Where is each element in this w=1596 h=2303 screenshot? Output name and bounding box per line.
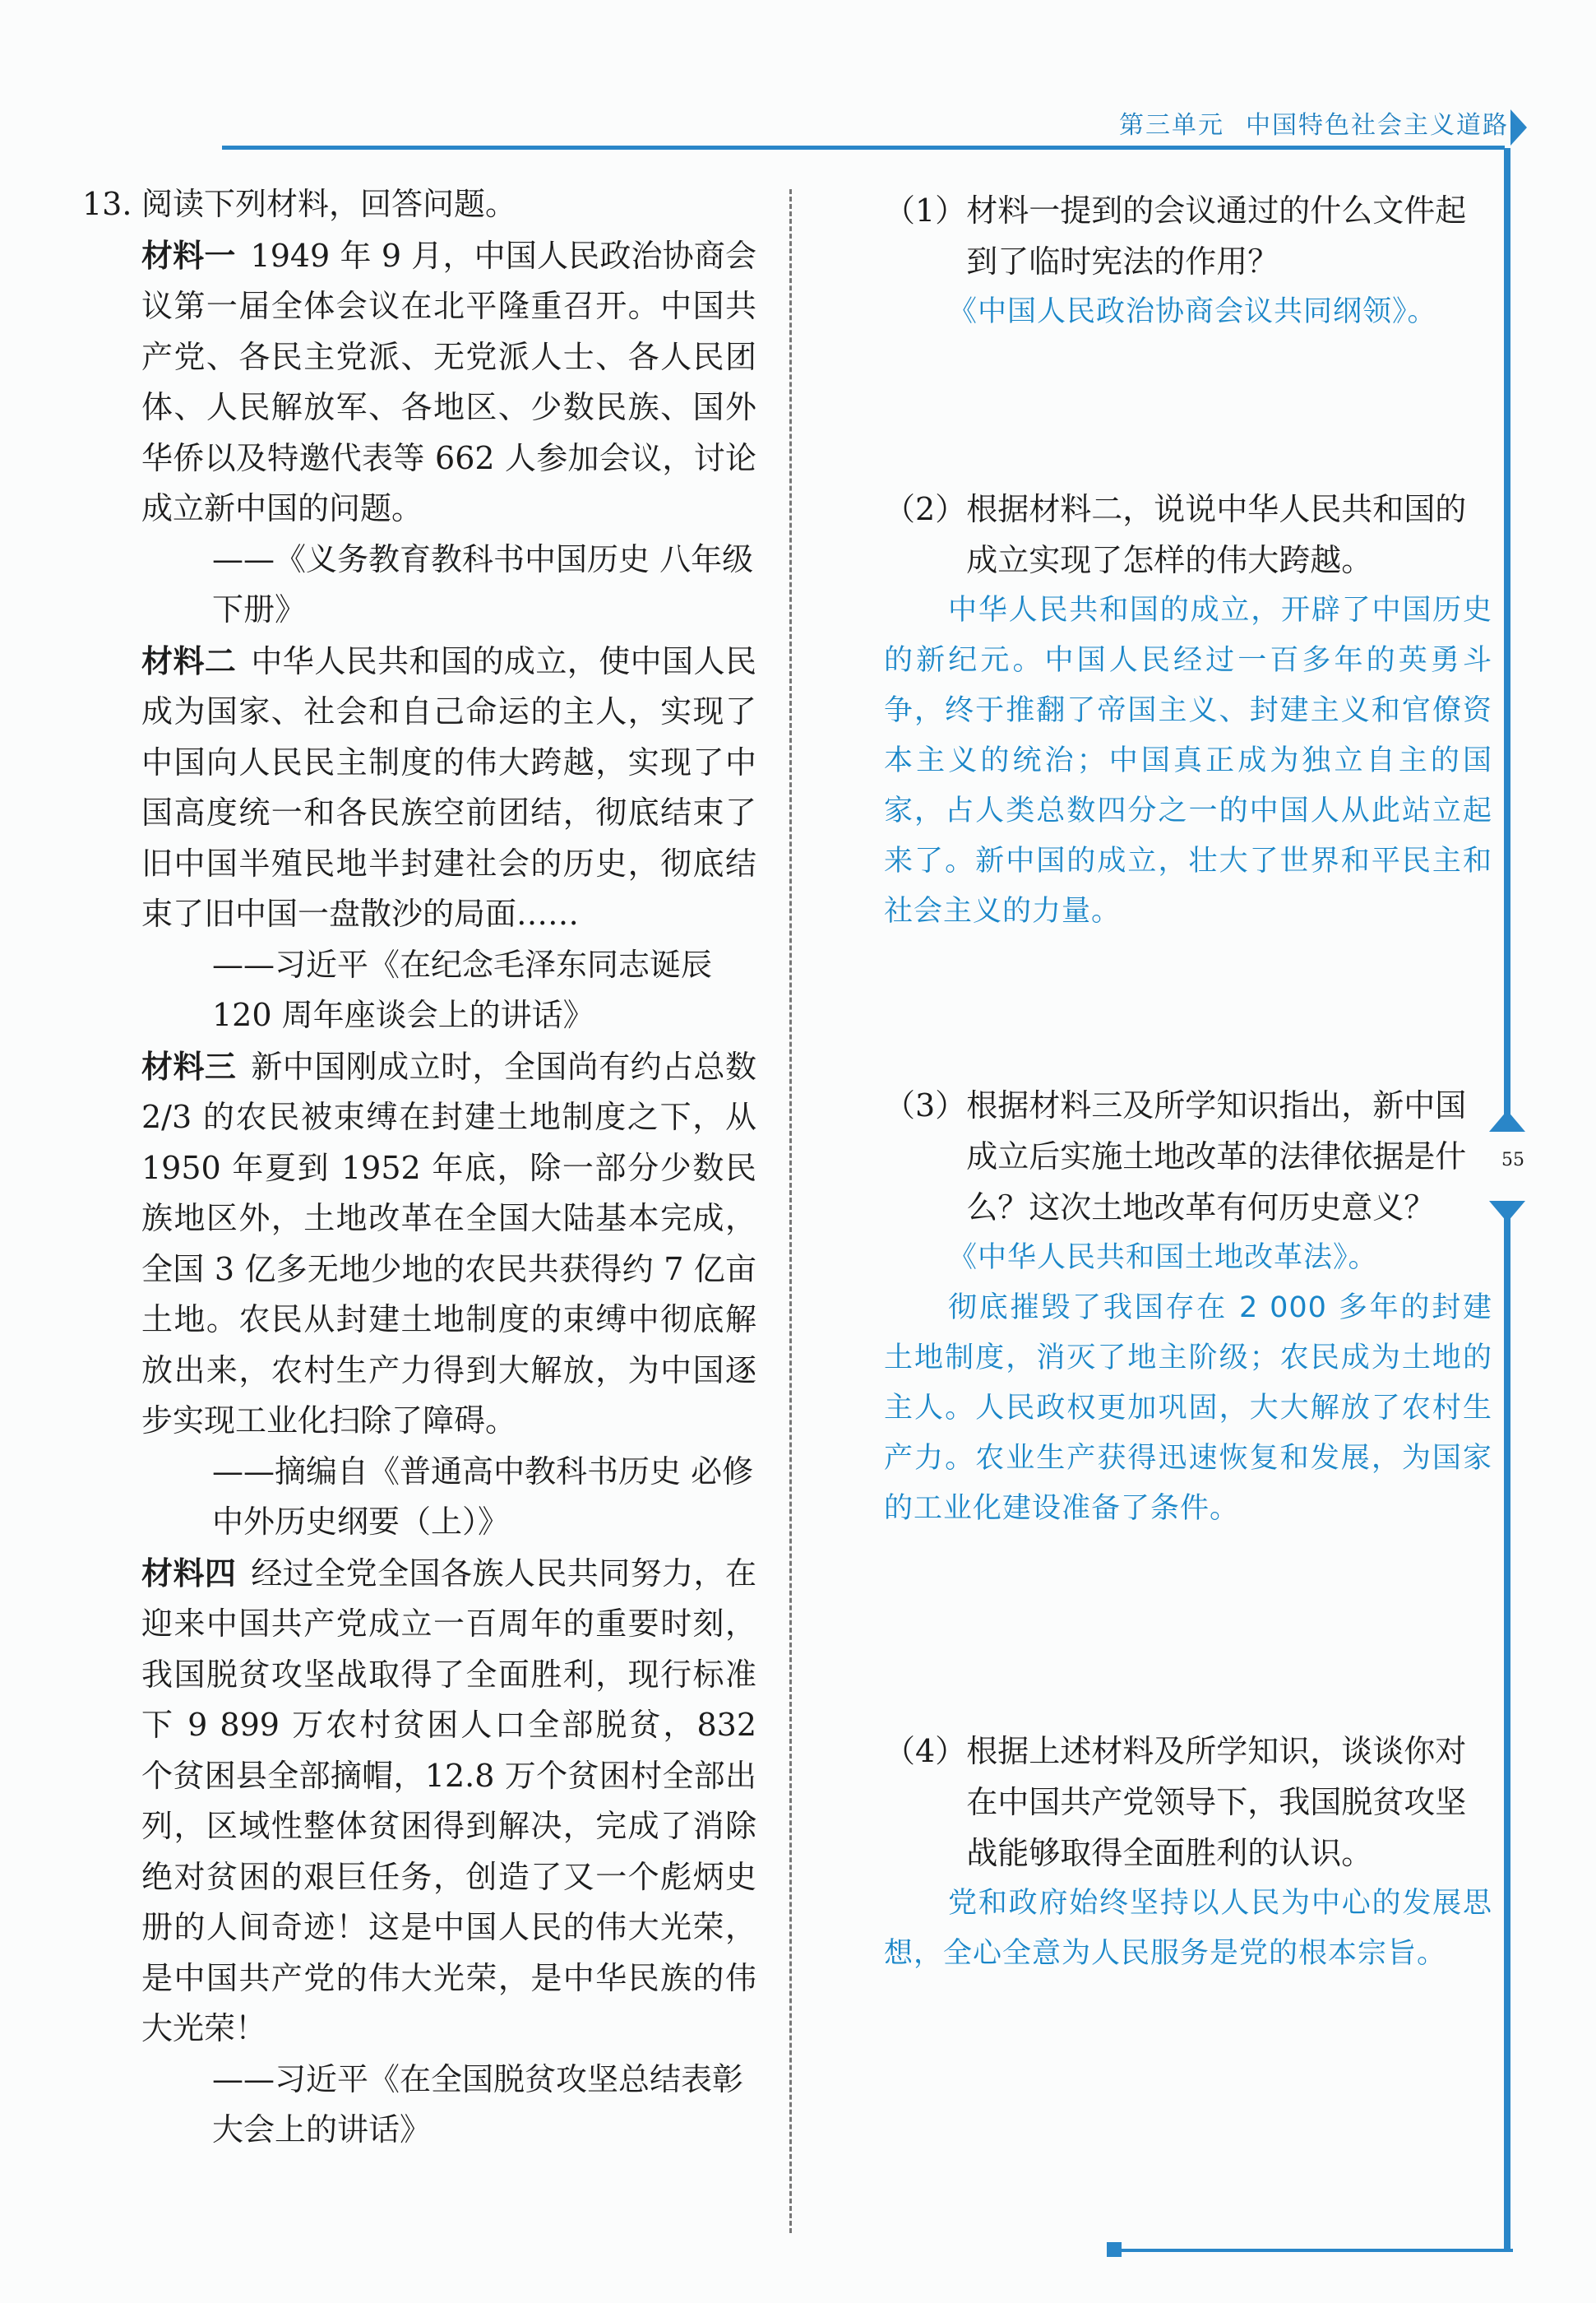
question-number: 13. xyxy=(82,186,132,222)
page-header xyxy=(222,103,1509,152)
subquestion-number: （1） xyxy=(884,192,967,229)
answer-paragraph: 《中国人民政治协商会议共同纲领》。 xyxy=(948,295,1437,328)
subquestion-number: （3） xyxy=(884,1087,967,1124)
footer-rule xyxy=(1118,2249,1513,2252)
material-source: ——摘编自《普通高中教科书历史 必修 中外历史纲要（上）》 xyxy=(212,1453,754,1540)
header-arrow-icon xyxy=(1510,109,1527,146)
material-source: ——《义务教育教科书中国历史 八年级 下册》 xyxy=(212,540,754,628)
unit-title: 中国特色社会主义道路 xyxy=(1246,111,1509,140)
material-label: 材料二 xyxy=(141,642,237,679)
unit-label: 第三单元 xyxy=(1119,111,1224,140)
answer-paragraph: 《中华人民共和国土地改革法》。 xyxy=(948,1241,1378,1274)
material-text: 1949 年 9 月，中国人民政治协商会议第一届全体会议在北平隆重召开。中国共产党、各民主党派、无党派人士、各人民团体、人民解放军、各地区、少数民族、国外华侨以及特邀代表等 662 人参加会议，讨论成立新中国的问题。 xyxy=(141,237,756,526)
material-2 xyxy=(82,636,756,940)
answer-paragraph: 中华人民共和国的成立，开辟了中国历史的新纪元。中国人民经过一百多年的英勇斗争，终于推翻了帝国主义、封建主义和官僚资本主义的统治；中国真正成为独立自主的国家，占人类总数四分之一的中国人从此站立起来了。新中国的成立，壮大了世界和平民主和社会主义的力量。 xyxy=(884,594,1492,928)
material-label: 材料三 xyxy=(141,1047,237,1085)
side-bar-bottom xyxy=(1504,1209,1510,2252)
triangle-up-icon xyxy=(1489,1110,1525,1132)
side-bar-top xyxy=(1504,148,1510,1123)
material-label: 材料四 xyxy=(141,1554,237,1592)
material-text: 经过全党全国各族人民共同努力，在迎来中国共产党成立一百周年的重要时刻，我国脱贫攻坚战取得了全面胜利，现行标准下 9 899 万农村贫困人口全部脱贫，832 个贫困县全部摘帽，12.8 万个贫困村全部出列，区域性整体贫困得到解决，完成了消除绝对贫困的艰巨任务，创造了又一个彪炳史册的人间奇迹！这是中国人民的伟大光荣，是中国共产党的伟大光荣，是中华民族的伟大光荣！ xyxy=(141,1555,756,2046)
material-label: 材料一 xyxy=(141,236,236,274)
material-1 xyxy=(82,230,756,535)
material-text: 中华人民共和国的成立，使中国人民成为国家、社会和自己命运的主人，实现了中国向人民民主制度的伟大跨越，实现了中国高度统一和各民族空前团结，彻底结束了旧中国半殖民地半封建社会的历史，彻底结束了旧中国一盘散沙的局面…… xyxy=(141,642,756,932)
header-rule xyxy=(222,146,1505,150)
answer-paragraph: 党和政府始终坚持以人民为中心的发展思想，全心全意为人民服务是党的根本宗旨。 xyxy=(884,1887,1492,1970)
answer xyxy=(884,1233,1492,1534)
subquestion-number: （4） xyxy=(884,1733,967,1769)
subquestion-text: 材料一提到的会议通过的什么文件起到了临时宪法的作用？ xyxy=(966,192,1467,280)
question-prompt: 阅读下列材料，回答问题。 xyxy=(141,186,517,222)
answer-paragraph: 彻底摧毁了我国存在 2 000 多年的封建土地制度，消灭了地主阶级；农民成为土地的主人。人民政权更加巩固，大大解放了农村生产力。农业生产获得迅速恢复和发展，为国家的工业化建设准备了条件。 xyxy=(884,1291,1492,1525)
subquestion-3 xyxy=(884,1080,1492,1534)
running-head xyxy=(1098,104,1509,141)
subquestion-text: 根据材料二，说说中华人民共和国的成立实现了怎样的伟大跨越。 xyxy=(966,491,1467,578)
materials-column xyxy=(82,179,756,2156)
answer xyxy=(884,1879,1492,1979)
answer xyxy=(884,287,1492,337)
material-source: ——习近平《在全国脱贫攻坚总结表彰大会上的讲话》 xyxy=(212,2060,744,2148)
subquestion-text: 根据材料三及所学知识指出，新中国成立后实施土地改革的法律依据是什么？这次土地改革有何历史意义？ xyxy=(966,1087,1467,1226)
subquestion-2 xyxy=(884,484,1492,937)
answer xyxy=(884,586,1492,937)
subquestion-text: 根据上述材料及所学知识，谈谈你对在中国共产党领导下，我国脱贫攻坚战能够取得全面胜利的认识。 xyxy=(966,1733,1467,1871)
page-number: 55 xyxy=(1501,1150,1524,1170)
footer-square-icon xyxy=(1107,2242,1122,2257)
subquestion-1 xyxy=(884,185,1492,337)
column-divider xyxy=(789,189,792,2233)
material-source: ——习近平《在纪念毛泽东同志诞辰 120 周年座谈会上的讲话》 xyxy=(212,946,713,1033)
material-4 xyxy=(82,1548,756,2055)
material-3 xyxy=(82,1041,756,1447)
question-heading xyxy=(82,179,756,230)
subquestion-4 xyxy=(884,1726,1492,1979)
material-text: 新中国刚成立时，全国尚有约占总数 2/3 的农民被束缚在封建土地制度之下，从 1950 年夏到 1952 年底，除一部分少数民族地区外，土地改革在全国大陆基本完成，全国 3 亿多无地少地的农民共获得约 7 亿亩土地。农民从封建土地制度的束缚中彻底解放出来，农村生产力得到大解放，为中国逐步实现工业化扫除了障碍。 xyxy=(141,1048,756,1439)
subquestion-number: （2） xyxy=(884,491,967,527)
